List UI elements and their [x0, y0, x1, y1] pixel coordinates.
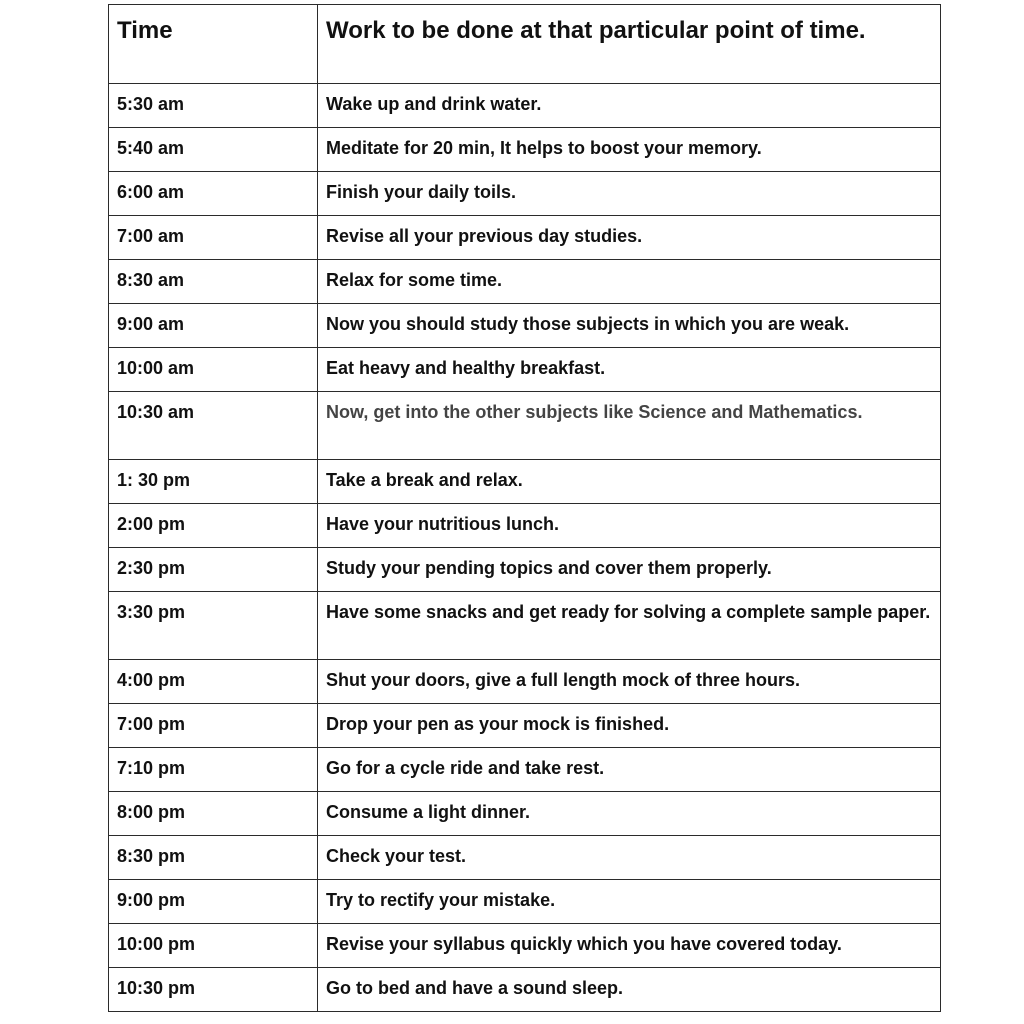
table-row [109, 592, 941, 660]
time-cell: 3:30 pm [109, 592, 318, 660]
time-cell: 10:30 am [109, 392, 318, 460]
table-row [109, 924, 941, 968]
table-row [109, 792, 941, 836]
work-cell: Check your test. [318, 836, 941, 880]
work-cell: Go to bed and have a sound sleep. [318, 968, 941, 1012]
time-column-header: Time [109, 5, 318, 84]
table-row [109, 968, 941, 1012]
table-row [109, 704, 941, 748]
time-cell: 8:30 am [109, 260, 318, 304]
time-cell: 8:30 pm [109, 836, 318, 880]
table-row [109, 128, 941, 172]
time-cell: 10:00 pm [109, 924, 318, 968]
work-cell: Now you should study those subjects in which you are weak. [318, 304, 941, 348]
work-cell: Shut your doors, give a full length mock of three hours. [318, 660, 941, 704]
table-row [109, 304, 941, 348]
time-cell: 7:10 pm [109, 748, 318, 792]
work-cell: Meditate for 20 min, It helps to boost your memory. [318, 128, 941, 172]
time-cell: 1: 30 pm [109, 460, 318, 504]
work-cell: Study your pending topics and cover them properly. [318, 548, 941, 592]
time-cell: 2:00 pm [109, 504, 318, 548]
work-cell: Wake up and drink water. [318, 84, 941, 128]
table-row [109, 660, 941, 704]
work-cell: Have some snacks and get ready for solving a complete sample paper. [318, 592, 941, 660]
work-column-header: Work to be done at that particular point of time. [318, 5, 941, 84]
table-row [109, 748, 941, 792]
time-cell: 2:30 pm [109, 548, 318, 592]
schedule-table [108, 4, 941, 1012]
work-cell: Drop your pen as your mock is finished. [318, 704, 941, 748]
time-cell: 5:40 am [109, 128, 318, 172]
work-cell: Take a break and relax. [318, 460, 941, 504]
table-row [109, 836, 941, 880]
table-row [109, 392, 941, 460]
table-row [109, 348, 941, 392]
time-cell: 9:00 pm [109, 880, 318, 924]
table-row [109, 460, 941, 504]
work-cell: Relax for some time. [318, 260, 941, 304]
work-cell: Consume a light dinner. [318, 792, 941, 836]
time-cell: 10:00 am [109, 348, 318, 392]
work-cell: Revise your syllabus quickly which you have covered today. [318, 924, 941, 968]
table-row [109, 172, 941, 216]
time-cell: 5:30 am [109, 84, 318, 128]
time-cell: 8:00 pm [109, 792, 318, 836]
time-cell: 9:00 am [109, 304, 318, 348]
work-cell: Revise all your previous day studies. [318, 216, 941, 260]
table-row [109, 548, 941, 592]
table-row [109, 880, 941, 924]
work-cell: Try to rectify your mistake. [318, 880, 941, 924]
time-cell: 6:00 am [109, 172, 318, 216]
time-cell: 4:00 pm [109, 660, 318, 704]
table-row [109, 84, 941, 128]
table-row [109, 504, 941, 548]
work-cell: Go for a cycle ride and take rest. [318, 748, 941, 792]
table-row [109, 260, 941, 304]
work-cell: Finish your daily toils. [318, 172, 941, 216]
work-cell: Have your nutritious lunch. [318, 504, 941, 548]
time-cell: 10:30 pm [109, 968, 318, 1012]
time-cell: 7:00 am [109, 216, 318, 260]
table-row [109, 216, 941, 260]
work-cell: Eat heavy and healthy breakfast. [318, 348, 941, 392]
work-cell: Now, get into the other subjects like Science and Mathematics. [318, 392, 941, 460]
header-row [109, 5, 941, 84]
time-cell: 7:00 pm [109, 704, 318, 748]
